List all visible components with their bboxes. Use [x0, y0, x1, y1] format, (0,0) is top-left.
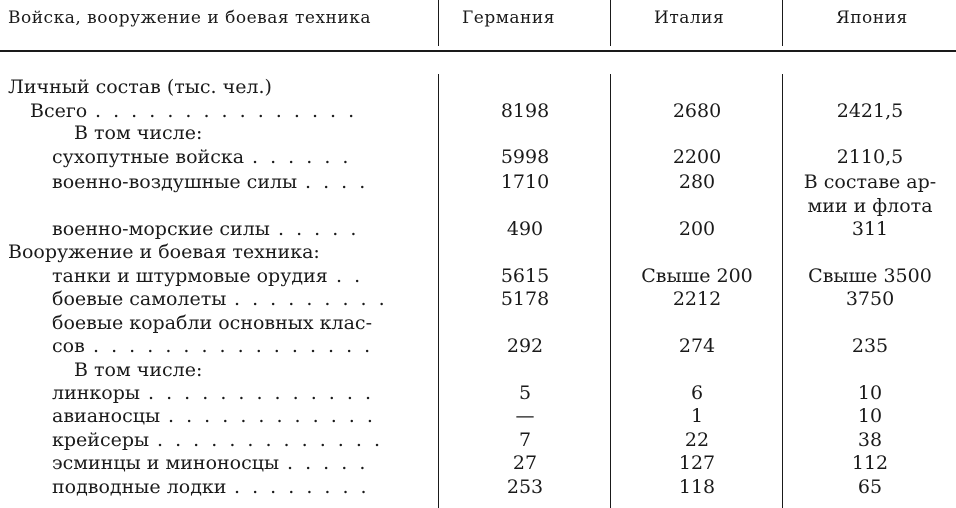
italy-value: 1 [690, 405, 704, 427]
germany-value: 7 [518, 429, 532, 451]
table-row [0, 451, 956, 475]
row-label: сов [52, 335, 85, 357]
dot-leader: . . . . . . . . . . . . . . . . [93, 335, 374, 357]
row-label: танки и штурмовые орудия [52, 265, 328, 287]
dot-leader: . . . . . [278, 218, 360, 240]
japan-value: 112 [851, 452, 889, 474]
germany-value: 1710 [500, 171, 550, 193]
germany-value: 5178 [500, 288, 550, 310]
germany-value: 292 [506, 335, 544, 357]
row-label: Всего [30, 100, 88, 122]
row-label: подводные лодки [52, 476, 227, 498]
row-label: боевые корабли основных клас- [52, 312, 372, 334]
table-row [0, 217, 956, 241]
row-label: военно-воздушные силы [52, 171, 298, 193]
table-row [0, 404, 956, 428]
dot-leader: . . . . . . [252, 146, 352, 168]
italy-value: 2212 [672, 288, 722, 310]
germany-value: — [515, 405, 535, 427]
table-row [0, 194, 956, 218]
dot-leader: . . . . . . . . . . . . . . . [95, 100, 358, 122]
germany-value: 5 [518, 382, 532, 404]
japan-value: 65 [857, 476, 883, 498]
table-row [0, 287, 956, 311]
italy-value: 2200 [672, 146, 722, 168]
column-divider [782, 0, 783, 46]
row-label: боевые самолеты [52, 288, 227, 310]
germany-value: 8198 [500, 100, 550, 122]
row-label: крейсеры [52, 429, 150, 451]
japan-value: 2110,5 [836, 146, 904, 168]
dot-leader: . . [336, 265, 364, 287]
table-row [0, 381, 956, 405]
italy-value: 280 [678, 171, 716, 193]
japan-value: мии и флота [807, 195, 933, 217]
japan-value: 2421,5 [836, 100, 904, 122]
italy-value: 22 [684, 429, 710, 451]
table-row [0, 170, 956, 194]
table-row [0, 311, 956, 335]
japan-value: 311 [851, 218, 889, 240]
japan-value: 10 [857, 405, 883, 427]
dot-leader: . . . . . . . . . . . . . [157, 429, 383, 451]
italy-value: 2680 [672, 100, 722, 122]
germany-value: 490 [506, 218, 544, 240]
header-japan: Япония [836, 8, 908, 28]
japan-value: Свыше 3500 [808, 265, 932, 287]
dot-leader: . . . . . [287, 452, 369, 474]
row-label: В том числе: [74, 359, 203, 381]
italy-value: Свыше 200 [641, 265, 753, 287]
dot-leader: . . . . . . . . . . . . [168, 405, 376, 427]
header-germany: Германия [462, 8, 555, 28]
italy-value: 274 [678, 335, 716, 357]
row-label: Личный состав (тыс. чел.) [8, 76, 272, 98]
row-label: сухопутные войска [52, 146, 245, 168]
italy-value: 200 [678, 218, 716, 240]
row-label: В том числе: [74, 122, 203, 144]
column-divider [438, 0, 439, 46]
italy-value: 118 [678, 476, 716, 498]
germany-value: 5615 [500, 265, 550, 287]
table-row [0, 475, 956, 499]
table-row [0, 334, 956, 358]
header-troops: Войска, вооружение и боевая техника [8, 8, 371, 28]
japan-value: В составе ар- [803, 171, 937, 193]
japan-value: 235 [851, 335, 889, 357]
header-rule [0, 50, 956, 52]
row-label: Вооружение и боевая техника: [8, 241, 320, 263]
germany-value: 253 [506, 476, 544, 498]
table-row [0, 145, 956, 169]
japan-value: 10 [857, 382, 883, 404]
row-label: авианосцы [52, 405, 161, 427]
row-label: военно-морские силы [52, 218, 270, 240]
italy-value: 127 [678, 452, 716, 474]
column-divider [610, 0, 611, 46]
table-row [0, 264, 956, 288]
table-row [0, 428, 956, 452]
row-label: линкоры [52, 382, 140, 404]
table-row [0, 75, 956, 99]
table-row [0, 358, 956, 382]
italy-value: 6 [690, 382, 704, 404]
table-row [0, 99, 956, 123]
japan-value: 3750 [845, 288, 895, 310]
dot-leader: . . . . . . . . . . . . . [148, 382, 374, 404]
germany-value: 5998 [500, 146, 550, 168]
header-italy: Италия [654, 8, 725, 28]
row-label: эсминцы и миноносцы [52, 452, 280, 474]
dot-leader: . . . . . . . . [234, 476, 370, 498]
japan-value: 38 [857, 429, 883, 451]
dot-leader: . . . . [305, 171, 369, 193]
germany-value: 27 [512, 452, 538, 474]
dot-leader: . . . . . . . . . [234, 288, 388, 310]
table-row [0, 121, 956, 145]
table-row [0, 240, 956, 264]
